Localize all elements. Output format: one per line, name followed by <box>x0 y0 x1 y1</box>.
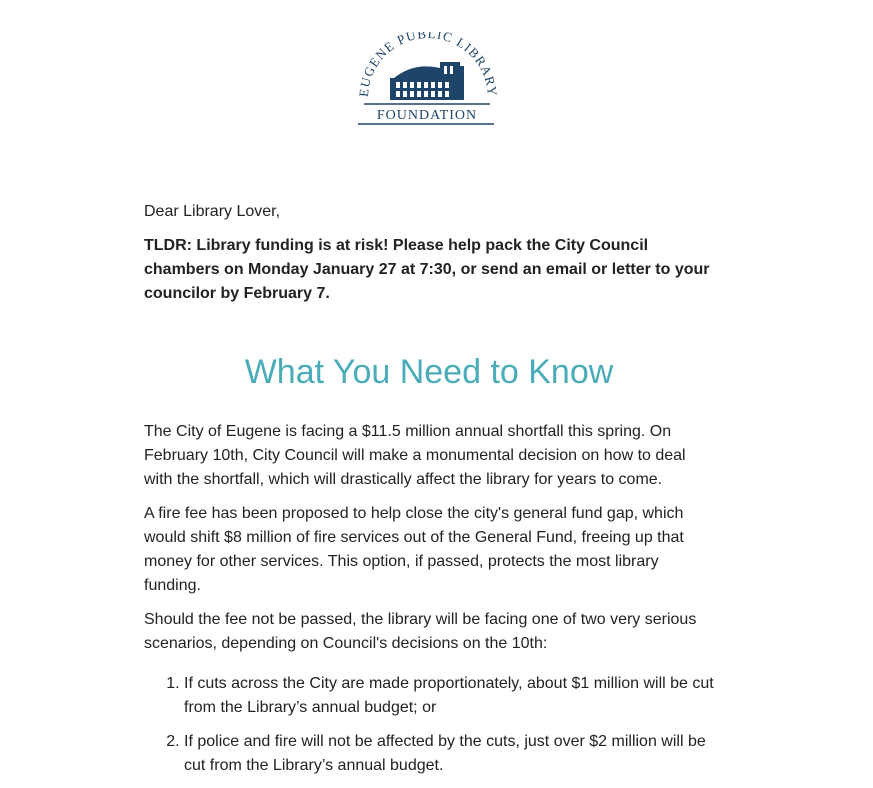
section-heading: What You Need to Know <box>244 353 614 391</box>
logo-foundation-text: FOUNDATION <box>376 108 478 123</box>
list-item: 2. If police and fire will not be affected by the cuts, just over $2 million will be cut from the Library’s annual budget. <box>184 730 714 778</box>
scenarios-list <box>144 672 714 778</box>
letter-body <box>144 200 714 788</box>
greeting: Dear Library Lover, <box>144 203 281 220</box>
list-item: 1. If cuts across the City are made proportionately, about $1 million will be cut from the Library’s annual budget; or <box>184 672 714 720</box>
foundation-logo <box>354 32 500 128</box>
paragraph-scenarios-intro: Should the fee not be passed, the library will be facing one of two very serious scenarios, depending on Council's decisions on the 10th: <box>144 611 697 652</box>
paragraph-shortfall: The City of Eugene is facing a $11.5 million annual shortfall this spring. On February 10th, City Council will make a monumental decision on how to deal with the shortfall, which will drastically affect the library for years to come. <box>144 423 686 488</box>
paragraph-fire-fee: A fire fee has been proposed to help close the city's general fund gap, which would shift $8 million of fire services out of the General Fund, freeing up that money for other services. This option, if passed, protects the most library funding. <box>144 505 684 594</box>
library-building-icon <box>354 32 500 128</box>
tldr-summary: TLDR: Library funding is at risk! Please help pack the City Council chambers on Monday January 27 at 7:30, or send an email or letter to your councilor by February 7. <box>144 237 710 302</box>
logo-arc-text: EUGENE PUBLIC LIBRARY <box>355 32 500 98</box>
